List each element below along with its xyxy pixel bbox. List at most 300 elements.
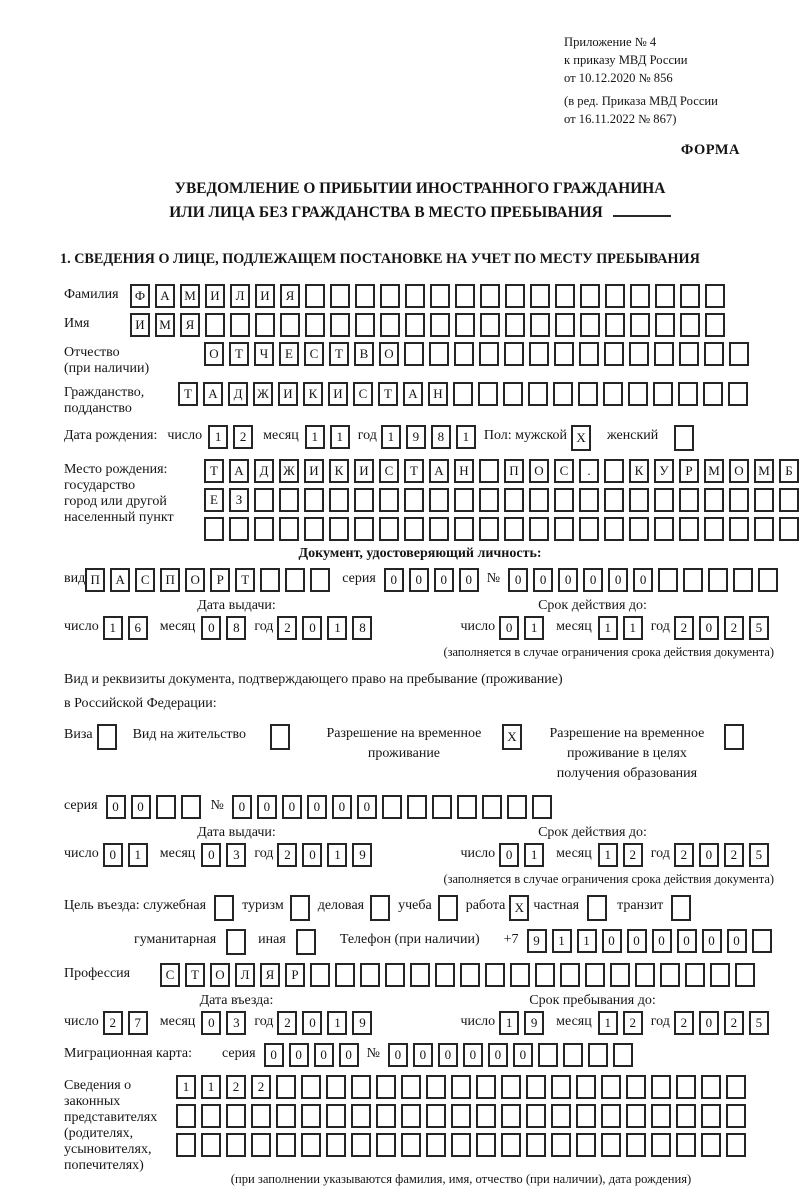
form-cell[interactable] — [354, 488, 374, 512]
form-cell[interactable]: 7 — [128, 1011, 148, 1035]
form-cell[interactable] — [460, 963, 480, 987]
purpose-transit-checkbox[interactable] — [671, 895, 691, 921]
form-cell[interactable]: 0 — [499, 843, 519, 867]
form-cell[interactable]: С — [353, 382, 373, 406]
form-cell[interactable]: 5 — [749, 616, 769, 640]
form-cell[interactable] — [601, 1075, 621, 1099]
form-cell[interactable]: 0 — [699, 616, 719, 640]
form-cell[interactable] — [304, 517, 324, 541]
form-cell[interactable]: Ж — [253, 382, 273, 406]
form-cell[interactable]: 0 — [302, 843, 322, 867]
purpose-business-checkbox[interactable] — [370, 895, 390, 921]
form-cell[interactable]: 2 — [226, 1075, 246, 1099]
form-cell[interactable]: Н — [454, 459, 474, 483]
form-cell[interactable] — [181, 795, 201, 819]
form-cell[interactable]: 2 — [623, 843, 643, 867]
form-cell[interactable] — [758, 568, 778, 592]
form-cell[interactable] — [676, 1133, 696, 1157]
form-cell[interactable] — [701, 1104, 721, 1128]
form-cell[interactable] — [529, 342, 549, 366]
form-cell[interactable]: 0 — [282, 795, 302, 819]
form-cell[interactable] — [532, 795, 552, 819]
form-cell[interactable] — [279, 517, 299, 541]
form-cell[interactable] — [653, 382, 673, 406]
form-cell[interactable] — [276, 1133, 296, 1157]
form-cell[interactable] — [635, 963, 655, 987]
form-cell[interactable] — [451, 1104, 471, 1128]
form-cell[interactable]: Т — [229, 342, 249, 366]
form-cell[interactable]: 2 — [277, 616, 297, 640]
form-cell[interactable]: 1 — [103, 616, 123, 640]
form-cell[interactable] — [279, 488, 299, 512]
form-cell[interactable] — [613, 1043, 633, 1067]
form-cell[interactable] — [355, 284, 375, 308]
form-cell[interactable]: 1 — [524, 843, 544, 867]
form-cell[interactable]: 1 — [598, 1011, 618, 1035]
form-cell[interactable]: 0 — [409, 568, 429, 592]
form-cell[interactable]: В — [354, 342, 374, 366]
form-cell[interactable] — [554, 342, 574, 366]
form-cell[interactable]: 1 — [327, 616, 347, 640]
form-cell[interactable]: 8 — [352, 616, 372, 640]
form-cell[interactable] — [579, 342, 599, 366]
form-cell[interactable] — [551, 1104, 571, 1128]
form-cell[interactable]: Я — [280, 284, 300, 308]
form-cell[interactable] — [754, 488, 774, 512]
form-cell[interactable] — [280, 313, 300, 337]
form-cell[interactable] — [330, 313, 350, 337]
form-cell[interactable] — [654, 342, 674, 366]
form-cell[interactable]: 0 — [339, 1043, 359, 1067]
form-cell[interactable] — [326, 1133, 346, 1157]
form-cell[interactable] — [683, 568, 703, 592]
form-cell[interactable] — [530, 284, 550, 308]
form-cell[interactable] — [310, 963, 330, 987]
form-cell[interactable]: 0 — [106, 795, 126, 819]
form-cell[interactable]: 1 — [330, 425, 350, 449]
form-cell[interactable] — [476, 1104, 496, 1128]
form-cell[interactable] — [479, 517, 499, 541]
form-cell[interactable] — [426, 1104, 446, 1128]
form-cell[interactable]: 9 — [524, 1011, 544, 1035]
form-cell[interactable] — [754, 517, 774, 541]
form-cell[interactable] — [407, 795, 427, 819]
form-cell[interactable] — [576, 1075, 596, 1099]
form-cell[interactable]: 0 — [583, 568, 603, 592]
form-cell[interactable] — [605, 284, 625, 308]
form-cell[interactable] — [301, 1133, 321, 1157]
form-cell[interactable] — [404, 488, 424, 512]
form-cell[interactable]: 1 — [305, 425, 325, 449]
form-cell[interactable]: 0 — [388, 1043, 408, 1067]
form-cell[interactable]: 0 — [727, 929, 747, 953]
form-cell[interactable] — [729, 517, 749, 541]
form-cell[interactable] — [528, 382, 548, 406]
form-cell[interactable]: И — [255, 284, 275, 308]
form-cell[interactable] — [229, 517, 249, 541]
purpose-humanitarian-checkbox[interactable] — [226, 929, 246, 955]
form-cell[interactable]: 5 — [749, 1011, 769, 1035]
form-cell[interactable]: 0 — [499, 616, 519, 640]
form-cell[interactable] — [429, 342, 449, 366]
form-cell[interactable] — [276, 1104, 296, 1128]
form-cell[interactable]: 0 — [699, 1011, 719, 1035]
form-cell[interactable] — [503, 382, 523, 406]
form-cell[interactable]: Ж — [279, 459, 299, 483]
form-cell[interactable] — [505, 284, 525, 308]
form-cell[interactable] — [429, 488, 449, 512]
form-cell[interactable]: 1 — [128, 843, 148, 867]
form-cell[interactable]: Ф — [130, 284, 150, 308]
form-cell[interactable] — [404, 342, 424, 366]
form-cell[interactable]: У — [654, 459, 674, 483]
form-cell[interactable] — [176, 1133, 196, 1157]
form-cell[interactable] — [563, 1043, 583, 1067]
form-cell[interactable]: М — [180, 284, 200, 308]
form-cell[interactable]: 0 — [307, 795, 327, 819]
form-cell[interactable] — [628, 382, 648, 406]
form-cell[interactable] — [454, 517, 474, 541]
form-cell[interactable] — [703, 382, 723, 406]
form-cell[interactable] — [454, 488, 474, 512]
form-cell[interactable]: 1 — [381, 425, 401, 449]
form-cell[interactable] — [379, 488, 399, 512]
form-cell[interactable] — [480, 313, 500, 337]
sex-male-checkbox[interactable]: X — [571, 425, 591, 451]
form-cell[interactable] — [380, 284, 400, 308]
form-cell[interactable] — [329, 488, 349, 512]
form-cell[interactable]: 0 — [508, 568, 528, 592]
form-cell[interactable] — [704, 488, 724, 512]
form-cell[interactable]: 1 — [327, 843, 347, 867]
form-cell[interactable]: З — [229, 488, 249, 512]
visa-checkbox[interactable] — [97, 724, 117, 750]
form-cell[interactable] — [476, 1133, 496, 1157]
form-cell[interactable] — [401, 1075, 421, 1099]
form-cell[interactable] — [254, 517, 274, 541]
form-cell[interactable] — [326, 1104, 346, 1128]
form-cell[interactable] — [658, 568, 678, 592]
form-cell[interactable] — [678, 382, 698, 406]
form-cell[interactable]: 3 — [226, 1011, 246, 1035]
form-cell[interactable]: И — [328, 382, 348, 406]
form-cell[interactable]: Б — [779, 459, 799, 483]
form-cell[interactable]: 2 — [103, 1011, 123, 1035]
form-cell[interactable] — [580, 313, 600, 337]
form-cell[interactable]: М — [155, 313, 175, 337]
form-cell[interactable]: 0 — [677, 929, 697, 953]
form-cell[interactable]: 1 — [598, 843, 618, 867]
form-cell[interactable] — [578, 382, 598, 406]
form-cell[interactable] — [176, 1104, 196, 1128]
form-cell[interactable]: 9 — [352, 1011, 372, 1035]
form-cell[interactable]: Д — [254, 459, 274, 483]
form-cell[interactable] — [310, 568, 330, 592]
form-cell[interactable]: 2 — [623, 1011, 643, 1035]
form-cell[interactable] — [680, 284, 700, 308]
form-cell[interactable] — [304, 488, 324, 512]
form-cell[interactable]: Л — [235, 963, 255, 987]
form-cell[interactable] — [603, 382, 623, 406]
form-cell[interactable]: 0 — [699, 843, 719, 867]
form-cell[interactable]: М — [704, 459, 724, 483]
form-cell[interactable]: 1 — [176, 1075, 196, 1099]
form-cell[interactable]: И — [130, 313, 150, 337]
form-cell[interactable]: 0 — [131, 795, 151, 819]
form-cell[interactable] — [555, 284, 575, 308]
form-cell[interactable]: 0 — [302, 1011, 322, 1035]
form-cell[interactable]: 0 — [302, 616, 322, 640]
form-cell[interactable]: 0 — [201, 1011, 221, 1035]
form-cell[interactable]: М — [754, 459, 774, 483]
form-cell[interactable]: О — [729, 459, 749, 483]
form-cell[interactable] — [651, 1104, 671, 1128]
form-cell[interactable] — [410, 963, 430, 987]
form-cell[interactable] — [453, 382, 473, 406]
form-cell[interactable]: 2 — [674, 1011, 694, 1035]
form-cell[interactable]: Т — [204, 459, 224, 483]
form-cell[interactable]: Д — [228, 382, 248, 406]
form-cell[interactable] — [526, 1104, 546, 1128]
form-cell[interactable] — [454, 342, 474, 366]
form-cell[interactable] — [382, 795, 402, 819]
form-cell[interactable]: 0 — [289, 1043, 309, 1067]
form-cell[interactable] — [551, 1075, 571, 1099]
form-cell[interactable] — [605, 313, 625, 337]
form-cell[interactable] — [476, 1075, 496, 1099]
form-cell[interactable]: О — [185, 568, 205, 592]
form-cell[interactable] — [626, 1075, 646, 1099]
form-cell[interactable] — [401, 1133, 421, 1157]
purpose-work-checkbox[interactable]: X — [509, 895, 529, 921]
form-cell[interactable] — [255, 313, 275, 337]
form-cell[interactable] — [251, 1104, 271, 1128]
form-cell[interactable]: 2 — [674, 843, 694, 867]
form-cell[interactable]: 8 — [226, 616, 246, 640]
form-cell[interactable]: О — [210, 963, 230, 987]
form-cell[interactable] — [626, 1133, 646, 1157]
form-cell[interactable] — [376, 1104, 396, 1128]
form-cell[interactable] — [655, 284, 675, 308]
form-cell[interactable]: 0 — [314, 1043, 334, 1067]
form-cell[interactable]: 0 — [413, 1043, 433, 1067]
form-cell[interactable] — [260, 568, 280, 592]
form-cell[interactable] — [733, 568, 753, 592]
form-cell[interactable]: Т — [404, 459, 424, 483]
form-cell[interactable] — [729, 488, 749, 512]
form-cell[interactable] — [510, 963, 530, 987]
form-cell[interactable] — [430, 284, 450, 308]
form-cell[interactable]: 1 — [456, 425, 476, 449]
form-cell[interactable]: 0 — [459, 568, 479, 592]
form-cell[interactable]: 1 — [201, 1075, 221, 1099]
form-cell[interactable] — [679, 488, 699, 512]
form-cell[interactable]: 9 — [406, 425, 426, 449]
form-cell[interactable]: И — [205, 284, 225, 308]
purpose-private-checkbox[interactable] — [587, 895, 607, 921]
form-cell[interactable]: 0 — [103, 843, 123, 867]
form-cell[interactable] — [604, 488, 624, 512]
form-cell[interactable] — [651, 1133, 671, 1157]
form-cell[interactable] — [485, 963, 505, 987]
form-cell[interactable] — [629, 488, 649, 512]
form-cell[interactable] — [535, 963, 555, 987]
form-cell[interactable]: 0 — [652, 929, 672, 953]
form-cell[interactable]: 0 — [633, 568, 653, 592]
form-cell[interactable]: Ч — [254, 342, 274, 366]
form-cell[interactable]: О — [529, 459, 549, 483]
form-cell[interactable] — [401, 1104, 421, 1128]
form-cell[interactable] — [385, 963, 405, 987]
form-cell[interactable]: 1 — [208, 425, 228, 449]
form-cell[interactable]: 1 — [499, 1011, 519, 1035]
form-cell[interactable]: 2 — [724, 843, 744, 867]
form-cell[interactable] — [201, 1133, 221, 1157]
form-cell[interactable] — [676, 1075, 696, 1099]
form-cell[interactable] — [205, 313, 225, 337]
form-cell[interactable] — [326, 1075, 346, 1099]
form-cell[interactable] — [529, 488, 549, 512]
form-cell[interactable]: 0 — [558, 568, 578, 592]
form-cell[interactable] — [726, 1075, 746, 1099]
form-cell[interactable] — [156, 795, 176, 819]
form-cell[interactable] — [660, 963, 680, 987]
form-cell[interactable] — [728, 382, 748, 406]
form-cell[interactable]: 1 — [623, 616, 643, 640]
form-cell[interactable] — [451, 1075, 471, 1099]
form-cell[interactable]: 9 — [352, 843, 372, 867]
form-cell[interactable] — [551, 1133, 571, 1157]
form-cell[interactable] — [430, 313, 450, 337]
form-cell[interactable]: С — [554, 459, 574, 483]
form-cell[interactable] — [655, 313, 675, 337]
form-cell[interactable]: 2 — [251, 1075, 271, 1099]
form-cell[interactable] — [654, 488, 674, 512]
form-cell[interactable]: Р — [285, 963, 305, 987]
form-cell[interactable] — [626, 1104, 646, 1128]
form-cell[interactable]: К — [303, 382, 323, 406]
form-cell[interactable]: 1 — [552, 929, 572, 953]
form-cell[interactable] — [654, 517, 674, 541]
form-cell[interactable] — [429, 517, 449, 541]
form-cell[interactable]: 0 — [702, 929, 722, 953]
form-cell[interactable] — [355, 313, 375, 337]
form-cell[interactable]: 0 — [357, 795, 377, 819]
purpose-official-checkbox[interactable] — [214, 895, 234, 921]
form-cell[interactable]: 2 — [724, 616, 744, 640]
form-cell[interactable] — [501, 1075, 521, 1099]
form-cell[interactable]: 0 — [434, 568, 454, 592]
rvp-edu-checkbox[interactable] — [724, 724, 744, 750]
form-cell[interactable] — [329, 517, 349, 541]
form-cell[interactable]: 2 — [233, 425, 253, 449]
form-cell[interactable] — [704, 342, 724, 366]
form-cell[interactable] — [432, 795, 452, 819]
form-cell[interactable] — [426, 1075, 446, 1099]
form-cell[interactable] — [601, 1104, 621, 1128]
form-cell[interactable]: Т — [329, 342, 349, 366]
residence-permit-checkbox[interactable] — [270, 724, 290, 750]
form-cell[interactable] — [435, 963, 455, 987]
form-cell[interactable]: Е — [279, 342, 299, 366]
form-cell[interactable] — [538, 1043, 558, 1067]
form-cell[interactable]: Е — [204, 488, 224, 512]
sex-female-checkbox[interactable] — [674, 425, 694, 451]
form-cell[interactable] — [351, 1075, 371, 1099]
purpose-study-checkbox[interactable] — [438, 895, 458, 921]
purpose-other-checkbox[interactable] — [296, 929, 316, 955]
form-cell[interactable] — [226, 1133, 246, 1157]
form-cell[interactable] — [226, 1104, 246, 1128]
form-cell[interactable]: К — [329, 459, 349, 483]
form-cell[interactable]: 0 — [488, 1043, 508, 1067]
form-cell[interactable]: 0 — [264, 1043, 284, 1067]
form-cell[interactable] — [555, 313, 575, 337]
form-cell[interactable] — [735, 963, 755, 987]
form-cell[interactable]: 2 — [277, 843, 297, 867]
form-cell[interactable]: Т — [235, 568, 255, 592]
form-cell[interactable] — [579, 488, 599, 512]
form-cell[interactable] — [554, 517, 574, 541]
form-cell[interactable]: С — [135, 568, 155, 592]
form-cell[interactable] — [501, 1104, 521, 1128]
form-cell[interactable] — [701, 1133, 721, 1157]
form-cell[interactable] — [376, 1075, 396, 1099]
form-cell[interactable]: Р — [679, 459, 699, 483]
form-cell[interactable] — [630, 284, 650, 308]
form-cell[interactable] — [330, 284, 350, 308]
form-cell[interactable] — [251, 1133, 271, 1157]
form-cell[interactable] — [504, 342, 524, 366]
form-cell[interactable]: 9 — [527, 929, 547, 953]
form-cell[interactable] — [335, 963, 355, 987]
form-cell[interactable]: К — [629, 459, 649, 483]
form-cell[interactable] — [604, 517, 624, 541]
form-cell[interactable]: 1 — [598, 616, 618, 640]
form-cell[interactable]: 5 — [749, 843, 769, 867]
form-cell[interactable] — [610, 963, 630, 987]
form-cell[interactable] — [560, 963, 580, 987]
form-cell[interactable]: Я — [260, 963, 280, 987]
form-cell[interactable] — [705, 284, 725, 308]
form-cell[interactable] — [426, 1133, 446, 1157]
form-cell[interactable] — [729, 342, 749, 366]
form-cell[interactable]: А — [229, 459, 249, 483]
form-cell[interactable] — [752, 929, 772, 953]
form-cell[interactable] — [376, 1133, 396, 1157]
form-cell[interactable] — [354, 517, 374, 541]
form-cell[interactable] — [285, 568, 305, 592]
form-cell[interactable] — [455, 284, 475, 308]
form-cell[interactable] — [705, 313, 725, 337]
form-cell[interactable]: 0 — [513, 1043, 533, 1067]
form-cell[interactable] — [505, 313, 525, 337]
rvp-checkbox[interactable]: X — [502, 724, 522, 750]
form-cell[interactable] — [779, 517, 799, 541]
form-cell[interactable] — [629, 342, 649, 366]
form-cell[interactable] — [576, 1133, 596, 1157]
form-cell[interactable]: Т — [178, 382, 198, 406]
form-cell[interactable] — [504, 517, 524, 541]
form-cell[interactable]: 6 — [128, 616, 148, 640]
form-cell[interactable] — [479, 342, 499, 366]
form-cell[interactable]: 2 — [277, 1011, 297, 1035]
form-cell[interactable]: 0 — [608, 568, 628, 592]
form-cell[interactable] — [457, 795, 477, 819]
form-cell[interactable]: П — [85, 568, 105, 592]
form-cell[interactable]: А — [429, 459, 449, 483]
form-cell[interactable] — [685, 963, 705, 987]
